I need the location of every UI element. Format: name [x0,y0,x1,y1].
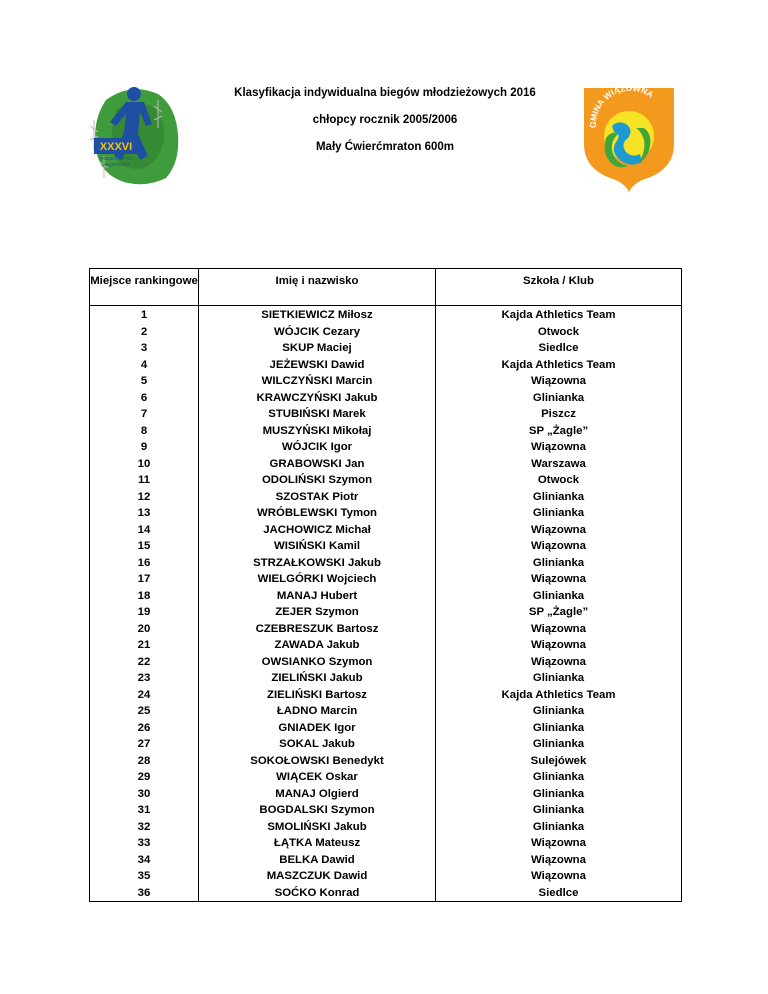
title-line-1: Klasyfikacja indywidualna biegów młodzieżowych 2016 [234,87,536,99]
cell-name: STRZAŁKOWSKI Jakub [199,555,436,572]
cell-club: Sulejówek [436,753,682,770]
cell-rank: 20 [90,621,199,638]
table-row [90,654,682,671]
cell-name: ZIELIŃSKI Bartosz [199,687,436,704]
cell-name: ŁADNO Marcin [199,703,436,720]
cell-club: Glinianka [436,489,682,506]
table-row [90,604,682,621]
cell-rank: 35 [90,868,199,885]
table-row [90,753,682,770]
cell-club: Warszawa [436,456,682,473]
header-rank: Miejsce rankingowe [90,269,199,306]
cell-rank: 24 [90,687,199,704]
logo-left-text: XXXVI [99,141,133,153]
cell-club: Piszcz [436,406,682,423]
cell-rank: 5 [90,373,199,390]
cell-club: Siedlce [436,885,682,902]
cell-rank: 2 [90,324,199,341]
table-row [90,324,682,341]
cell-rank: 19 [90,604,199,621]
table-row [90,472,682,489]
cell-club: Wiązowna [436,439,682,456]
table-row [90,373,682,390]
table-row [90,357,682,374]
cell-rank: 22 [90,654,199,671]
cell-rank: 16 [90,555,199,572]
cell-name: SOKAL Jakub [199,736,436,753]
cell-name: WIĄCEK Oskar [199,769,436,786]
gmina-wiazowna-crest-icon [578,82,680,194]
cell-name: KRAWCZYŃSKI Jakub [199,390,436,407]
cell-club: Wiązowna [436,835,682,852]
table-row [90,637,682,654]
cell-name: SIETKIEWICZ Miłosz [199,306,436,324]
cell-rank: 17 [90,571,199,588]
cell-name: WIELGÓRKI Wojciech [199,571,436,588]
table-row [90,505,682,522]
results-table [89,268,682,902]
cell-rank: 34 [90,852,199,869]
cell-club: Siedlce [436,340,682,357]
cell-club: Glinianka [436,670,682,687]
cell-rank: 13 [90,505,199,522]
cell-club: Otwock [436,324,682,341]
cell-name: WRÓBLEWSKI Tymon [199,505,436,522]
table-row [90,406,682,423]
cell-club: Kajda Athletics Team [436,306,682,324]
cell-club: Kajda Athletics Team [436,687,682,704]
table-row [90,555,682,572]
cell-rank: 23 [90,670,199,687]
cell-club: Glinianka [436,703,682,720]
cell-club: Wiązowna [436,538,682,555]
cell-club: Glinianka [436,505,682,522]
cell-name: WÓJCIK Cezary [199,324,436,341]
cell-club: Wiązowna [436,868,682,885]
table-row [90,670,682,687]
cell-club: Otwock [436,472,682,489]
cell-name: CZEBRESZUK Bartosz [199,621,436,638]
cell-name: SOĆKO Konrad [199,885,436,902]
cell-club: Wiązowna [436,654,682,671]
cell-name: WILCZYŃSKI Marcin [199,373,436,390]
cell-name: MUSZYŃSKI Mikołaj [199,423,436,440]
cell-club: Wiązowna [436,571,682,588]
cell-rank: 11 [90,472,199,489]
table-row [90,819,682,836]
cell-name: JACHOWICZ Michał [199,522,436,539]
title-line-2: chłopcy rocznik 2005/2006 [312,114,458,126]
cell-name: SOKOŁOWSKI Benedykt [199,753,436,770]
table-row [90,802,682,819]
header-name: Imię i nazwisko [199,269,436,306]
logo-left-subtext2: WIĄZOWSKI [102,162,130,167]
cell-club: Glinianka [436,802,682,819]
table-row [90,439,682,456]
cell-rank: 32 [90,819,199,836]
table-row [90,786,682,803]
cell-rank: 4 [90,357,199,374]
cell-rank: 30 [90,786,199,803]
table-row [90,621,682,638]
table-row [90,885,682,902]
cell-name: MASZCZUK Dawid [199,868,436,885]
cell-rank: 1 [90,306,199,324]
cell-rank: 28 [90,753,199,770]
cell-rank: 3 [90,340,199,357]
cell-name: ZEJER Szymon [199,604,436,621]
table-row [90,835,682,852]
table-row [90,489,682,506]
cell-rank: 25 [90,703,199,720]
cell-club: Wiązowna [436,373,682,390]
cell-club: Kajda Athletics Team [436,357,682,374]
cell-rank: 36 [90,885,199,902]
cell-club: Wiązowna [436,522,682,539]
table-body [90,306,682,902]
cell-rank: 27 [90,736,199,753]
cell-club: SP „Żagle” [436,423,682,440]
runner-logo-icon [86,80,188,190]
cell-rank: 9 [90,439,199,456]
cell-club: Glinianka [436,736,682,753]
table-row [90,720,682,737]
table-row [90,852,682,869]
cell-name: ŁĄTKA Mateusz [199,835,436,852]
table-row [90,340,682,357]
cell-rank: 29 [90,769,199,786]
cell-club: SP „Żagle” [436,604,682,621]
cell-name: JEŻEWSKI Dawid [199,357,436,374]
logo-left-subtext: PÓŁMARATON [100,156,132,161]
cell-club: Wiązowna [436,852,682,869]
header-club: Szkoła / Klub [436,269,682,306]
cell-name: GNIADEK Igor [199,720,436,737]
table-row [90,423,682,440]
table-row [90,769,682,786]
cell-name: MANAJ Hubert [199,588,436,605]
cell-name: ODOLIŃSKI Szymon [199,472,436,489]
cell-club: Glinianka [436,720,682,737]
cell-rank: 8 [90,423,199,440]
cell-name: ZIELIŃSKI Jakub [199,670,436,687]
table-header-row [90,269,682,306]
table-row [90,538,682,555]
cell-rank: 10 [90,456,199,473]
cell-rank: 18 [90,588,199,605]
cell-rank: 12 [90,489,199,506]
table-row [90,588,682,605]
cell-rank: 33 [90,835,199,852]
cell-rank: 21 [90,637,199,654]
cell-name: GRABOWSKI Jan [199,456,436,473]
table-row [90,736,682,753]
table-row [90,390,682,407]
table-row [90,687,682,704]
cell-rank: 14 [90,522,199,539]
cell-name: SZOSTAK Piotr [199,489,436,506]
cell-name: BOGDALSKI Szymon [199,802,436,819]
cell-rank: 6 [90,390,199,407]
cell-name: OWSIANKO Szymon [199,654,436,671]
cell-name: SMOLIŃSKI Jakub [199,819,436,836]
table-row [90,703,682,720]
cell-name: WÓJCIK Igor [199,439,436,456]
document-title [180,84,590,165]
cell-club: Glinianka [436,769,682,786]
cell-club: Wiązowna [436,637,682,654]
cell-club: Glinianka [436,786,682,803]
cell-name: SKUP Maciej [199,340,436,357]
cell-rank: 26 [90,720,199,737]
cell-rank: 31 [90,802,199,819]
table-row [90,522,682,539]
title-line-3: Mały Ćwierćmraton 600m [315,141,455,153]
cell-rank: 7 [90,406,199,423]
table-row [90,306,682,324]
table-row [90,868,682,885]
crest-text: GMINA WIĄZOWNA [587,82,656,129]
cell-club: Glinianka [436,819,682,836]
cell-club: Glinianka [436,588,682,605]
cell-name: ZAWADA Jakub [199,637,436,654]
cell-name: WISIŃSKI Kamil [199,538,436,555]
cell-club: Wiązowna [436,621,682,638]
cell-name: BELKA Dawid [199,852,436,869]
cell-name: STUBIŃSKI Marek [199,406,436,423]
cell-club: Glinianka [436,555,682,572]
cell-club: Glinianka [436,390,682,407]
cell-name: MANAJ Olgierd [199,786,436,803]
table-row [90,571,682,588]
table-row [90,456,682,473]
cell-rank: 15 [90,538,199,555]
